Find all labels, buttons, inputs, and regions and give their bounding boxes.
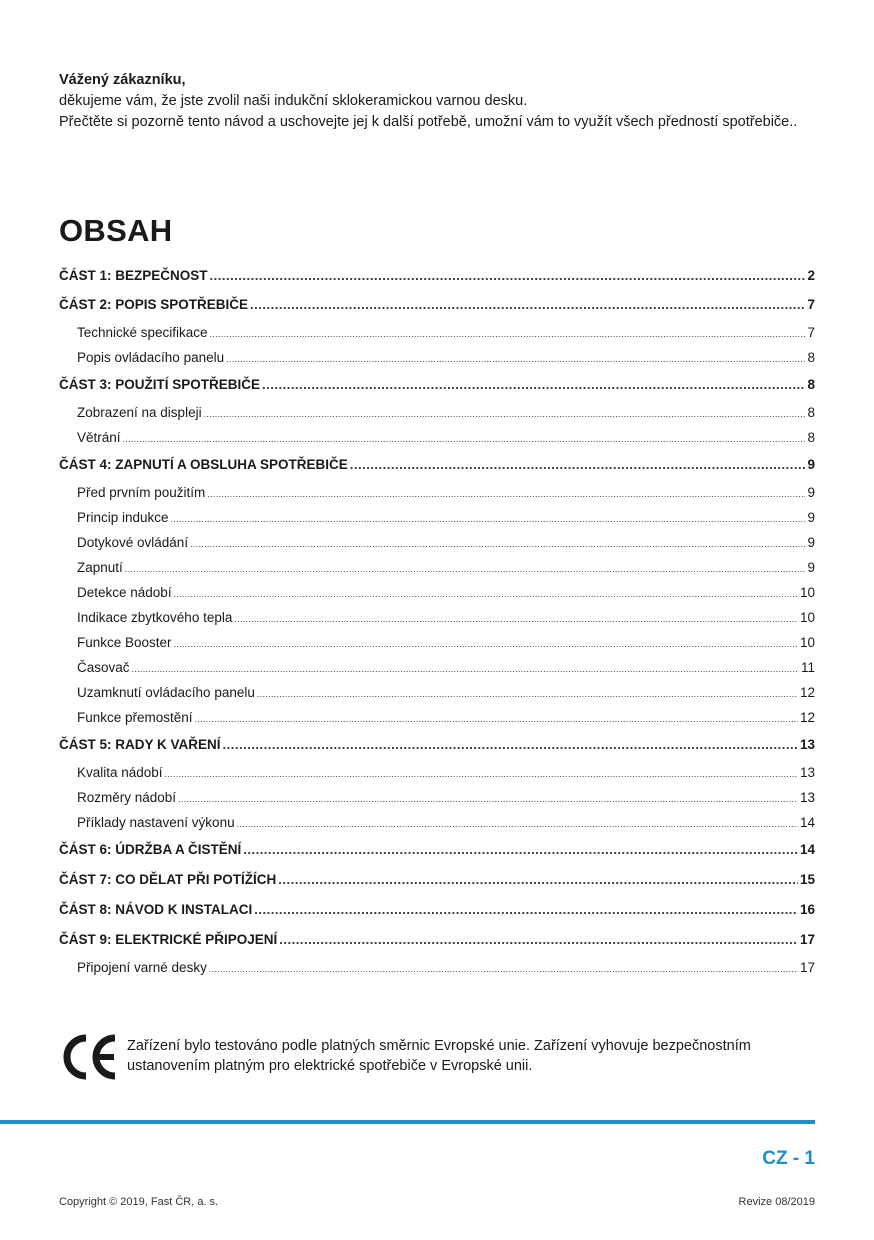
toc-subsection-entry xyxy=(59,705,815,730)
toc-entry-page: 9 xyxy=(807,457,815,472)
toc-entry-page: 14 xyxy=(799,842,815,857)
toc-entry-label: ČÁST 3: POUŽITÍ SPOTŘEBIČE xyxy=(59,377,261,392)
toc-leader-dots xyxy=(350,450,806,480)
toc-leader-dots xyxy=(279,925,798,955)
toc-leader-dots xyxy=(123,427,806,452)
toc-leader-dots xyxy=(257,682,798,707)
intro-line-2: Přečtěte si pozorně tento návod a uschovejte jej k další potřebě, umožní vám to využít všech předností spotřebiče.. xyxy=(59,114,798,130)
toc-entry-page: 8 xyxy=(807,405,815,420)
toc-entry-label: Popis ovládacího panelu xyxy=(77,350,225,365)
toc-subsection-entry xyxy=(59,530,815,555)
toc-entry-label: Zapnutí xyxy=(77,560,123,575)
greeting: Vážený zákazníku, xyxy=(59,72,186,88)
toc-subsection-entry xyxy=(59,630,815,655)
toc-subsection-entry xyxy=(59,655,815,680)
toc-leader-dots xyxy=(178,787,798,812)
toc-entry-page: 14 xyxy=(799,815,815,830)
toc-entry-label: ČÁST 7: CO DĚLAT PŘI POTÍŽÍCH xyxy=(59,872,277,887)
table-of-contents xyxy=(59,262,815,980)
toc-subsection-entry xyxy=(59,505,815,530)
toc-entry-label: ČÁST 8: NÁVOD K INSTALACI xyxy=(59,902,253,917)
toc-leader-dots xyxy=(165,762,798,787)
toc-subsection-entry xyxy=(59,580,815,605)
toc-leader-dots xyxy=(262,370,805,400)
toc-subsection-entry xyxy=(59,810,815,835)
toc-subsection-entry xyxy=(59,480,815,505)
intro-text xyxy=(59,70,819,133)
toc-entry-page: 13 xyxy=(799,737,815,752)
toc-entry-page: 9 xyxy=(807,535,815,550)
toc-subsection-entry xyxy=(59,425,815,450)
toc-leader-dots xyxy=(190,532,805,557)
toc-leader-dots xyxy=(278,865,798,895)
toc-subsection-entry xyxy=(59,400,815,425)
toc-entry-label: Zobrazení na displeji xyxy=(77,405,202,420)
toc-leader-dots xyxy=(223,730,798,760)
toc-entry-page: 15 xyxy=(799,872,815,887)
toc-subsection-entry xyxy=(59,345,815,370)
toc-entry-page: 13 xyxy=(799,765,815,780)
toc-entry-label: Časovač xyxy=(77,660,130,675)
toc-subsection-entry xyxy=(59,955,815,980)
toc-entry-page: 17 xyxy=(799,960,815,975)
toc-section-entry xyxy=(59,730,815,760)
toc-entry-label: ČÁST 4: ZAPNUTÍ A OBSLUHA SPOTŘEBIČE xyxy=(59,457,348,472)
toc-entry-page: 8 xyxy=(807,377,815,392)
toc-title: OBSAH xyxy=(59,213,173,248)
toc-leader-dots xyxy=(125,557,806,582)
toc-entry-label: ČÁST 6: ÚDRŽBA A ČISTĚNÍ xyxy=(59,842,242,857)
toc-subsection-entry xyxy=(59,605,815,630)
toc-section-entry xyxy=(59,835,815,865)
toc-subsection-entry xyxy=(59,785,815,810)
copyright-text: Copyright © 2019, Fast ČR, a. s. xyxy=(59,1196,219,1208)
toc-section-entry xyxy=(59,925,815,955)
toc-entry-label: ČÁST 5: RADY K VAŘENÍ xyxy=(59,737,221,752)
toc-section-entry xyxy=(59,290,815,320)
toc-subsection-entry xyxy=(59,320,815,345)
toc-section-entry xyxy=(59,450,815,480)
toc-entry-page: 12 xyxy=(799,685,815,700)
toc-leader-dots xyxy=(207,482,805,507)
toc-leader-dots xyxy=(210,322,806,347)
toc-leader-dots xyxy=(132,657,799,682)
ce-mark-icon xyxy=(59,1032,119,1082)
toc-entry-page: 11 xyxy=(800,660,815,675)
toc-entry-label: Před prvním použitím xyxy=(77,485,206,500)
toc-entry-page: 8 xyxy=(807,430,815,445)
toc-subsection-entry xyxy=(59,760,815,785)
toc-entry-page: 17 xyxy=(799,932,815,947)
toc-leader-dots xyxy=(237,812,798,837)
toc-leader-dots xyxy=(250,290,805,320)
toc-leader-dots xyxy=(226,347,805,372)
toc-section-entry xyxy=(59,370,815,400)
toc-subsection-entry xyxy=(59,555,815,580)
toc-entry-label: Dotykové ovládání xyxy=(77,535,189,550)
toc-entry-page: 10 xyxy=(799,635,815,650)
toc-entry-page: 13 xyxy=(799,790,815,805)
toc-leader-dots xyxy=(174,582,798,607)
toc-entry-page: 9 xyxy=(807,560,815,575)
toc-entry-page: 9 xyxy=(807,485,815,500)
page-number: CZ - 1 xyxy=(762,1148,815,1169)
toc-entry-label: Větrání xyxy=(77,430,121,445)
toc-section-entry xyxy=(59,262,815,290)
toc-section-entry xyxy=(59,865,815,895)
toc-entry-page: 7 xyxy=(807,325,815,340)
toc-entry-label: Příklady nastavení výkonu xyxy=(77,815,235,830)
toc-leader-dots xyxy=(171,507,806,532)
ce-notice xyxy=(59,1032,819,1082)
toc-entry-label: ČÁST 9: ELEKTRICKÉ PŘIPOJENÍ xyxy=(59,932,278,947)
toc-entry-label: Princip indukce xyxy=(77,510,169,525)
toc-leader-dots xyxy=(254,895,798,925)
toc-entry-label: Detekce nádobí xyxy=(77,585,172,600)
toc-entry-label: ČÁST 1: BEZPEČNOST xyxy=(59,268,208,283)
toc-entry-page: 10 xyxy=(799,610,815,625)
toc-leader-dots xyxy=(209,957,798,982)
toc-section-entry xyxy=(59,895,815,925)
toc-entry-label: Technické specifikace xyxy=(77,325,208,340)
toc-leader-dots xyxy=(234,607,798,632)
toc-entry-page: 12 xyxy=(799,710,815,725)
toc-leader-dots xyxy=(243,835,798,865)
revision-text: Revize 08/2019 xyxy=(738,1196,815,1208)
toc-leader-dots xyxy=(174,632,798,657)
toc-entry-label: Rozměry nádobí xyxy=(77,790,177,805)
toc-entry-label: Uzamknutí ovládacího panelu xyxy=(77,685,255,700)
toc-leader-dots xyxy=(210,262,806,290)
toc-entry-page: 10 xyxy=(799,585,815,600)
toc-entry-label: Připojení varné desky xyxy=(77,960,207,975)
toc-entry-page: 8 xyxy=(807,350,815,365)
footer-divider xyxy=(0,1120,815,1124)
toc-entry-label: Kvalita nádobí xyxy=(77,765,163,780)
toc-leader-dots xyxy=(195,707,798,732)
toc-entry-page: 16 xyxy=(799,902,815,917)
toc-entry-label: Funkce přemostění xyxy=(77,710,193,725)
toc-subsection-entry xyxy=(59,680,815,705)
toc-entry-label: Indikace zbytkového tepla xyxy=(77,610,233,625)
toc-entry-page: 7 xyxy=(807,297,815,312)
toc-entry-page: 2 xyxy=(807,268,815,283)
toc-leader-dots xyxy=(204,402,806,427)
toc-entry-label: ČÁST 2: POPIS SPOTŘEBIČE xyxy=(59,297,249,312)
toc-entry-page: 9 xyxy=(807,510,815,525)
intro-line-1: děkujeme vám, že jste zvolil naši indukční sklokeramickou varnou desku. xyxy=(59,93,528,109)
ce-notice-text: Zařízení bylo testováno podle platných směrnic Evropské unie. Zařízení vyhovuje bezpečnostním ustanovením platným pro elektrické spotřebiče v Evropské unii. xyxy=(127,1038,751,1074)
toc-entry-label: Funkce Booster xyxy=(77,635,172,650)
